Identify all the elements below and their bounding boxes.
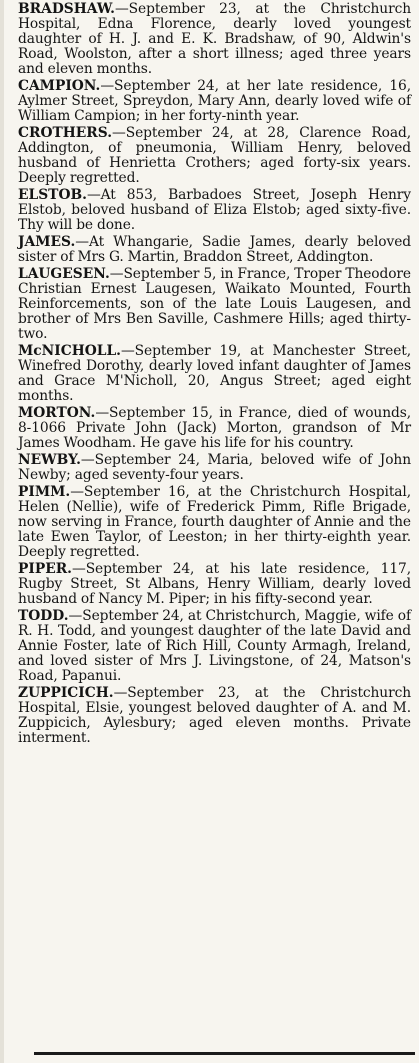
notice-text: —September 24, Maria, beloved wife of John Newby; aged seventy-four years. [18, 452, 411, 483]
notice-pimm [18, 485, 411, 560]
notice-surname: ZUPPICICH. [18, 685, 114, 701]
notice-morton [18, 406, 411, 451]
notice-text: —September 15, in France, died of wounds, 8-1066 Private John (Jack) Morton, grandson of Mr James Woodham. He gave his life for his country. [18, 405, 411, 451]
notice-surname: CAMPION. [18, 78, 101, 94]
notice-todd [18, 609, 411, 684]
notice-surname: McNICHOLL. [18, 343, 121, 359]
notice-laugesen [18, 267, 411, 342]
notice-surname: PIMM. [18, 484, 71, 500]
notice-text: —September 5, in France, Troper Theodore Christian Ernest Laugesen, Waikato Mounted, Fourth Reinforcements, son of the late Louis Laugesen, and brother of Mrs Ben Saville, Cashmere Hills; aged thirty-two. [18, 266, 411, 342]
notice-surname: PIPER. [18, 561, 72, 577]
notice-surname: LAUGESEN. [18, 266, 110, 282]
column-end-rule [34, 1052, 415, 1055]
notice-text: —September 23, at the Christchurch Hospital, Elsie, youngest beloved daughter of A. and M. Zuppicich, Aylesbury; aged eleven months. Private interment. [18, 685, 411, 746]
notice-mcnicholl [18, 344, 411, 404]
notice-text: —September 24, at her late residence, 16, Aylmer Street, Spreydon, Mary Ann, dearly loved wife of William Campion; in her forty-ninth year. [18, 78, 411, 124]
notice-piper [18, 562, 411, 607]
notice-elstob [18, 188, 411, 233]
notice-text: —At Whangarie, Sadie James, dearly beloved sister of Mrs G. Martin, Braddon Street, Addington. [18, 234, 411, 265]
notice-newby [18, 453, 411, 483]
notice-james [18, 235, 411, 265]
notice-text: —September 24, at 28, Clarence Road, Addington, of pneumonia, William Henry, beloved husband of Henrietta Crothers; aged forty-six years. Deeply regretted. [18, 125, 411, 186]
notice-surname: TODD. [18, 608, 69, 624]
notice-text: —At 853, Barbadoes Street, Joseph Henry Elstob, beloved husband of Eliza Elstob; aged sixty-five. Thy will be done. [18, 187, 411, 233]
notice-text: —September 23, at the Christchurch Hospital, Edna Florence, dearly loved youngest daughter of H. J. and E. K. Bradshaw, of 90, Aldwin's Road, Woolston, after a short illness; aged three years and eleven months. [18, 1, 411, 77]
notice-surname: MORTON. [18, 405, 96, 421]
notice-surname: JAMES. [18, 234, 76, 250]
notice-zuppicich [18, 686, 411, 746]
notice-bradshaw [18, 2, 411, 77]
notice-text: —September 24, at his late residence, 117, Rugby Street, St Albans, Henry William, dearly loved husband of Nancy M. Piper; in his fifty-second year. [18, 561, 411, 607]
notice-campion [18, 79, 411, 124]
notice-surname: ELSTOB. [18, 187, 87, 203]
notice-text: —September 24, at Christchurch, Maggie, wife of R. H. Todd, and youngest daughter of the late David and Annie Foster, late of Rich Hill, County Armagh, Ireland, and loved sister of Mrs J. Livingstone, of 24, Matson's Road, Papanui. [18, 608, 411, 684]
notice-crothers [18, 126, 411, 186]
notice-surname: BRADSHAW. [18, 1, 115, 17]
notice-text: —September 19, at Manchester Street, Winefred Dorothy, dearly loved infant daughter of James and Grace M'Nicholl, 20, Angus Street; aged eight months. [18, 343, 411, 404]
notice-surname: NEWBY. [18, 452, 81, 468]
notice-surname: CROTHERS. [18, 125, 113, 141]
notice-text: —September 16, at the Christchurch Hospital, Helen (Nellie), wife of Frederick Pimm, Rifle Brigade, now serving in France, fourth daughter of Annie and the late Ewen Taylor, of Leeston; in her thirty-eighth year. Deeply regretted. [18, 484, 411, 560]
